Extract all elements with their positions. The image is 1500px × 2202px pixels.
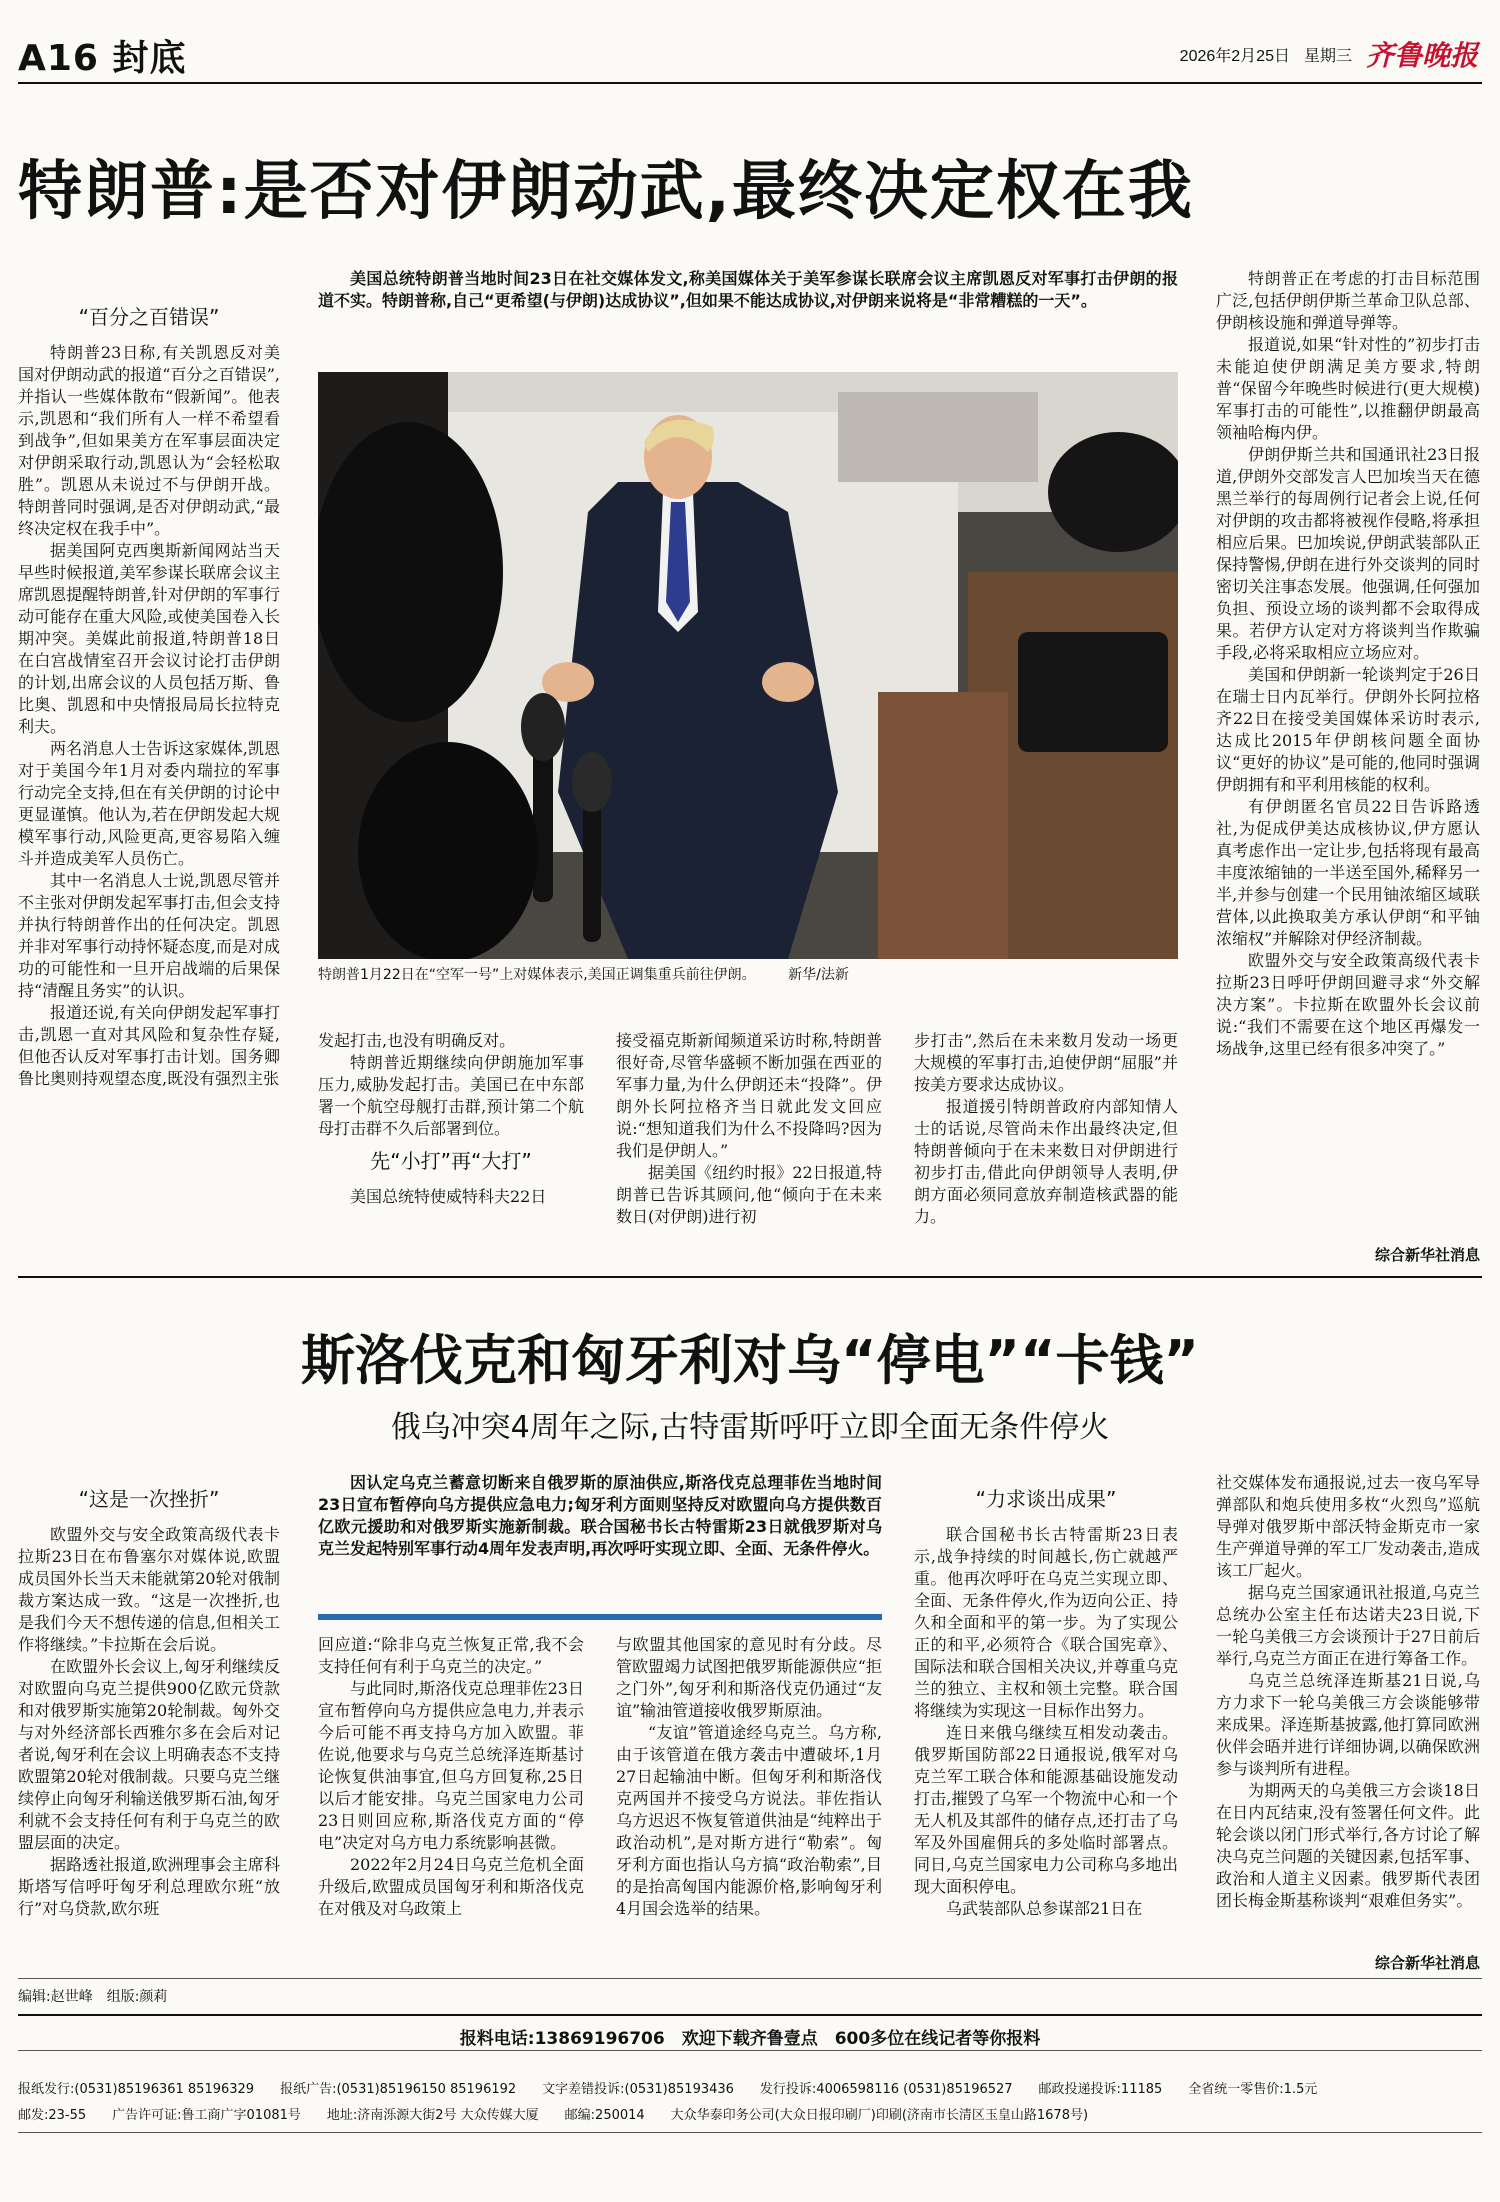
paragraph: 联合国秘书长古特雷斯23日表示,战争持续的时间越长,伤亡就越严重。他再次呼吁在乌克兰实现立即、全面、无条件停火,作为迈向公正、持久和全面和平的第一步。为了实现公正的和平,必须符合《联合国宪章》、国际法和联合国相关决议,并尊重乌克兰的独立、主权和领土完整。联合国将继续为实现这一目标作出努力。 [914,1525,1178,1720]
paragraph: 接受福克斯新闻频道采访时称,特朗普很好奇,尽管华盛顿不断加强在西亚的军事力量,为什么伊朗还未“投降”。伊朗外长阿拉格齐当日就此发文回应说:“想知道我们为什么不投降吗?因为我们是伊朗人。” [616,1031,882,1160]
paragraph: 报道还说,有关向伊朗发起军事打击,凯恩一直对其风险和复杂性存疑,但他否认反对军事打击计划。国务卿鲁比奥则持观望态度,既没有强烈主张 [18,1003,280,1088]
story1-column-3 [616,1030,882,1266]
footer-rule [18,2132,1482,2133]
paragraph: 特朗普正在考虑的打击目标范围广泛,包括伊朗伊斯兰革命卫队总部、伊朗核设施和弹道导弹等。 [1216,269,1480,332]
paragraph: 与欧盟其他国家的意见时有分歧。尽管欧盟竭力试图把俄罗斯能源供应“拒之门外”,匈牙利和斯洛伐克仍通过“友谊”输油管道接收俄罗斯原油。 [616,1635,882,1720]
paragraph: 乌武装部队总参谋部21日在 [946,1899,1143,1918]
paragraph: 两名消息人士告诉这家媒体,凯恩对于美国今年1月对委内瑞拉的军事行动完全支持,但在有关伊朗的讨论中更显谨慎。他认为,若在伊朗发起大规模军事行动,风险更高,更容易陷入缠斗并造成美军人员伤亡。 [18,739,280,868]
paragraph: 据美国《纽约时报》22日报道,特朗普已告诉其顾问,他“倾向于在未来数日(对伊朗)进行初 [616,1163,882,1226]
paragraph: 有伊朗匿名官员22日告诉路透社,为促成伊美达成核协议,伊方愿认真考虑作出一定让步,包括将现有最高丰度浓缩铀的一半送至国外,稀释另一半,并参与创建一个民用铀浓缩区域联营体,以此换取美方承认伊朗“和平铀浓缩权”并解除对伊经济制裁。 [1216,797,1480,948]
paragraph: 美国和伊朗新一轮谈判定于26日在瑞士日内瓦举行。伊朗外长阿拉格齐22日在接受美国媒体采访时表示,达成比2015年伊朗核问题全面协议“更好的协议”是可能的,他同时强调伊朗拥有和平利用核能的权利。 [1216,665,1480,794]
paragraph: 据路透社报道,欧洲理事会主席科斯塔写信呼吁匈牙利总理欧尔班“放行”对乌贷款,欧尔班 [18,1855,280,1918]
story1-column-2 [318,1030,584,1266]
paragraph: 与此同时,斯洛伐克总理菲佐23日宣布暂停向乌方提供应急电力,并表示今后可能不再支持乌方加入欧盟。菲佐说,他要求与乌克兰总统泽连斯基讨论恢复供油事宜,但乌方回复称,25日以后才能安排。乌克兰国家电力公司23日则回应称,斯洛伐克方面的“停电”决定对乌方电力系统影响甚微。 [318,1679,584,1852]
story1-subhead-1: “百分之百错误” [78,305,220,329]
story1-lead: 美国总统特朗普当地时间23日在社交媒体发文,称美国媒体关于美军参谋长联席会议主席凯恩反对军事打击伊朗的报道不实。特朗普称,自己“更希望(与伊朗)达成协议”,但如果不能达成协议,对伊朗来说将是“非常糟糕的一天”。 [318,269,1178,310]
paragraph: 欧盟外交与安全政策高级代表卡拉斯23日在布鲁塞尔对媒体说,欧盟成员国外长当天未能就第20轮对俄制裁方案达成一致。“这是一次挫折,也是我们今天不想传递的信息,但相关工作将继续。”卡拉斯在会后说。 [18,1525,280,1654]
story1-photo [318,372,1178,959]
paragraph: 伊朗伊斯兰共和国通讯社23日报道,伊朗外交部发言人巴加埃当天在德黑兰举行的每周例行记者会上说,任何对伊朗的攻击都将被视作侵略,将承担相应后果。巴加埃说,伊朗武装部队正保持警惕,伊朗在进行外交谈判的同时密切关注事态发展。他强调,任何强加负担、预设立场的谈判都不会取得成果。若伊方认定对方将谈判当作欺骗手段,必将采取相应立场应对。 [1216,445,1480,662]
story2-credit: 综合新华社消息 [1374,1954,1480,1972]
story2-subhead-2: “力求谈出成果” [975,1487,1117,1511]
paragraph: 社交媒体发布通报说,过去一夜乌军导弹部队和炮兵使用多枚“火烈鸟”巡航导弹对俄罗斯中部沃特金斯克市一家生产弹道导弹的军工厂发动袭击,造成该工厂起火。 [1216,1473,1480,1580]
story2-headline: 斯洛伐克和匈牙利对乌“停电”“卡钱” [301,1329,1199,1392]
story2-subhead-1: “这是一次挫折” [78,1487,220,1511]
footer-contact-line-1: 报纸发行:(0531)85196361 85196329 报纸广告:(0531)85196150 85196192 文字差错投诉:(0531)85193436 发行投诉:4006598116 (0531)85196527 邮政投递投诉:11185 全省统一零售价:1.5元 [18,2082,1318,2097]
paragraph: 报道说,如果“针对性的”初步打击未能迫使伊朗满足美方要求,特朗普“保留今年晚些时候进行(更大规模)军事打击的可能性”,以推翻伊朗最高领袖哈梅内伊。 [1216,335,1480,442]
page-label: A16 封底 [18,38,187,79]
editors-credit: 编辑:赵世峰 组版:颜莉 [18,1989,168,2005]
paragraph: 乌克兰总统泽连斯基21日说,乌方力求下一轮乌美俄三方会谈能够带来成果。泽连斯基披露,他打算同欧洲伙伴会晤并进行详细协调,以确保欧洲参与谈判所有进程。 [1216,1671,1480,1778]
story2-column-4 [914,1478,1178,1968]
paragraph: “友谊”管道途经乌克兰。乌方称,由于该管道在俄方袭击中遭破坏,1月27日起输油中断。但匈牙利和斯洛伐克两国并不接受乌方说法。菲佐指认乌方迟迟不恢复管道供油是“纯粹出于政治动机”,是对斯方进行“勒索”。匈牙利方面也指认乌方搞“政治勒索”,目的是抬高匈国内能源价格,影响匈牙利4月国会选举的结果。 [616,1723,882,1918]
photo-credit: 新华/法新 [788,967,849,983]
newspaper-brand-logo: 齐鲁晚报 [1365,39,1478,72]
paragraph: 回应道:“除非乌克兰恢复正常,我不会支持任何有利于乌克兰的决定。” [318,1635,584,1676]
story1-column-4 [914,1030,1178,1266]
story1-column-1 [18,296,280,1264]
story1-headline: 特朗普:是否对伊朗动武,最终决定权在我 [18,155,1194,229]
paragraph: 2022年2月24日乌克兰危机全面升级后,欧盟成员国匈牙利和斯洛伐克在对俄及对乌政策上 [318,1855,584,1918]
paragraph: 发起打击,也没有明确反对。 [318,1031,516,1050]
photo-caption-row [318,964,1178,984]
paragraph: 步打击”,然后在未来数月发动一场更大规模的军事打击,迫使伊朗“屈服”并按美方要求达成协议。 [914,1031,1178,1094]
story1-subhead-2: 先“小打”再“大打” [370,1149,532,1173]
paragraph: 据美国阿克西奥斯新闻网站当天早些时候报道,美军参谋长联席会议主席凯恩提醒特朗普,针对伊朗的军事行动可能存在重大风险,或使美国卷入长期冲突。美媒此前报道,特朗普18日在白宫战情室召开会议讨论打击伊朗的计划,出席会议的人员包括万斯、鲁比奥、凯恩和中央情报局局长拉特克利夫。 [18,541,280,736]
story1-credit: 综合新华社消息 [1374,1246,1480,1264]
photo-caption: 特朗普1月22日在“空军一号”上对媒体表示,美国正调集重兵前往伊朗。 [318,967,756,983]
story2-column-1 [18,1478,280,1968]
paragraph: 连日来俄乌继续互相发动袭击。俄罗斯国防部22日通报说,俄军对乌克兰军工联合体和能源基础设施发动打击,摧毁了乌军一个物流中心和一个无人机及其部件的储存点,还打击了乌军及外国雇佣兵的多处临时部署点。同日,乌克兰国家电力公司称乌多地出现大面积停电。 [914,1723,1178,1896]
paragraph: 欧盟外交与安全政策高级代表卡拉斯23日呼吁伊朗回避寻求“外交解决方案”。卡拉斯在欧盟外长会议前说:“我们不需要在这个地区再爆发一场战争,这里已经有很多冲突了。” [1216,951,1480,1058]
paragraph: 美国总统特使威特科夫22日 [350,1187,547,1206]
paragraph: 据乌克兰国家通讯社报道,乌克兰总统办公室主任布达诺夫23日说,下一轮乌美俄三方会谈预计于27日前后举行,乌克兰方面正在进行筹备工作。 [1216,1583,1480,1668]
story2-column-2 [318,1634,584,1968]
footer-rule-strong [18,2014,1482,2016]
paragraph: 在欧盟外长会议上,匈牙利继续反对欧盟向乌克兰提供900亿欧元贷款和对俄罗斯实施第20轮制裁。匈外交与对外经济部长西雅尔多在会后对记者说,匈牙利在会议上明确表态不支持欧盟第20轮对俄制裁。只要乌克兰继续停止向匈牙利输送俄罗斯石油,匈牙利就不会支持任何有利于乌克兰的欧盟层面的决定。 [18,1657,280,1852]
header-rule [18,82,1482,84]
story2-column-5 [1216,1472,1480,1952]
issue-date: 2026年2月25日 [1179,47,1290,65]
paragraph: 为期两天的乌美俄三方会谈18日在日内瓦结束,没有签署任何文件。此轮会谈以闭门形式举行,各方讨论了解决乌克兰问题的关键因素,包括军事、政治和人道主义因素。俄罗斯代表团团长梅金斯基称谈判“艰难但务实”。 [1216,1781,1480,1910]
masthead-info [1180,34,1478,74]
footer-rule [18,2050,1482,2051]
story1-column-5 [1216,268,1480,1244]
paragraph: 特朗普23日称,有关凯恩反对美国对伊朗动武的报道“百分之百错误”,并指认一些媒体散布“假新闻”。他表示,凯恩和“我们所有人一样不希望看到战争”,但如果美方在军事层面决定对伊朗采取行动,凯恩认为“会轻松取胜”。凯恩从未说过不与伊朗开战。特朗普同时强调,是否对伊朗动武,“最终决定权在我手中”。 [18,343,280,538]
issue-weekday: 星期三 [1303,47,1352,65]
paragraph: 其中一名消息人士说,凯恩尽管并不主张对伊朗发起军事打击,但会支持并执行特朗普作出的任何决定。凯恩并非对军事行动持怀疑态度,而是对成功的可能性和一旦开启战端的后果保持“清醒且务实”的认识。 [18,871,280,1000]
footer-contact-line-2: 邮发:23-55 广告许可证:鲁工商广字01081号 地址:济南泺源大街2号 大众传媒大厦 邮编:250014 大众华泰印务公司(大众日报印刷厂)印刷(济南市长清区玉皇山路1678号) [18,2108,1089,2123]
news-hotline: 报料电话:13869196706 欢迎下载齐鲁壹点 600多位在线记者等你报料 [459,2029,1041,2049]
footer-rule [18,1978,1482,1979]
story2-column-3 [616,1634,882,1968]
story2-lead: 因认定乌克兰蓄意切断来自俄罗斯的原油供应,斯洛伐克总理菲佐当地时间23日宣布暂停向乌方提供应急电力;匈牙利方面则坚持反对欧盟向乌方提供数百亿欧元援助和对俄罗斯实施新制裁。联合国秘书长古特雷斯23日就俄罗斯对乌克兰发起特别军事行动4周年发表声明,再次呼吁实现立即、全面、无条件停火。 [318,1473,882,1558]
paragraph: 特朗普近期继续向伊朗施加军事压力,威胁发起打击。美国已在中东部署一个航空母舰打击群,预计第二个航母打击群不久后部署到位。 [318,1053,584,1138]
story2-subhead: 俄乌冲突4周年之际,古特雷斯呼吁立即全面无条件停火 [390,1410,1110,1445]
paragraph: 报道援引特朗普政府内部知情人士的话说,尽管尚未作出最终决定,但特朗普倾向于在未来数日对伊朗进行初步打击,借此向伊朗领导人表明,伊朗方面必须同意放弃制造核武器的能力。 [914,1097,1178,1226]
story-divider [18,1276,1482,1278]
lead-accent-bar [318,1614,882,1620]
